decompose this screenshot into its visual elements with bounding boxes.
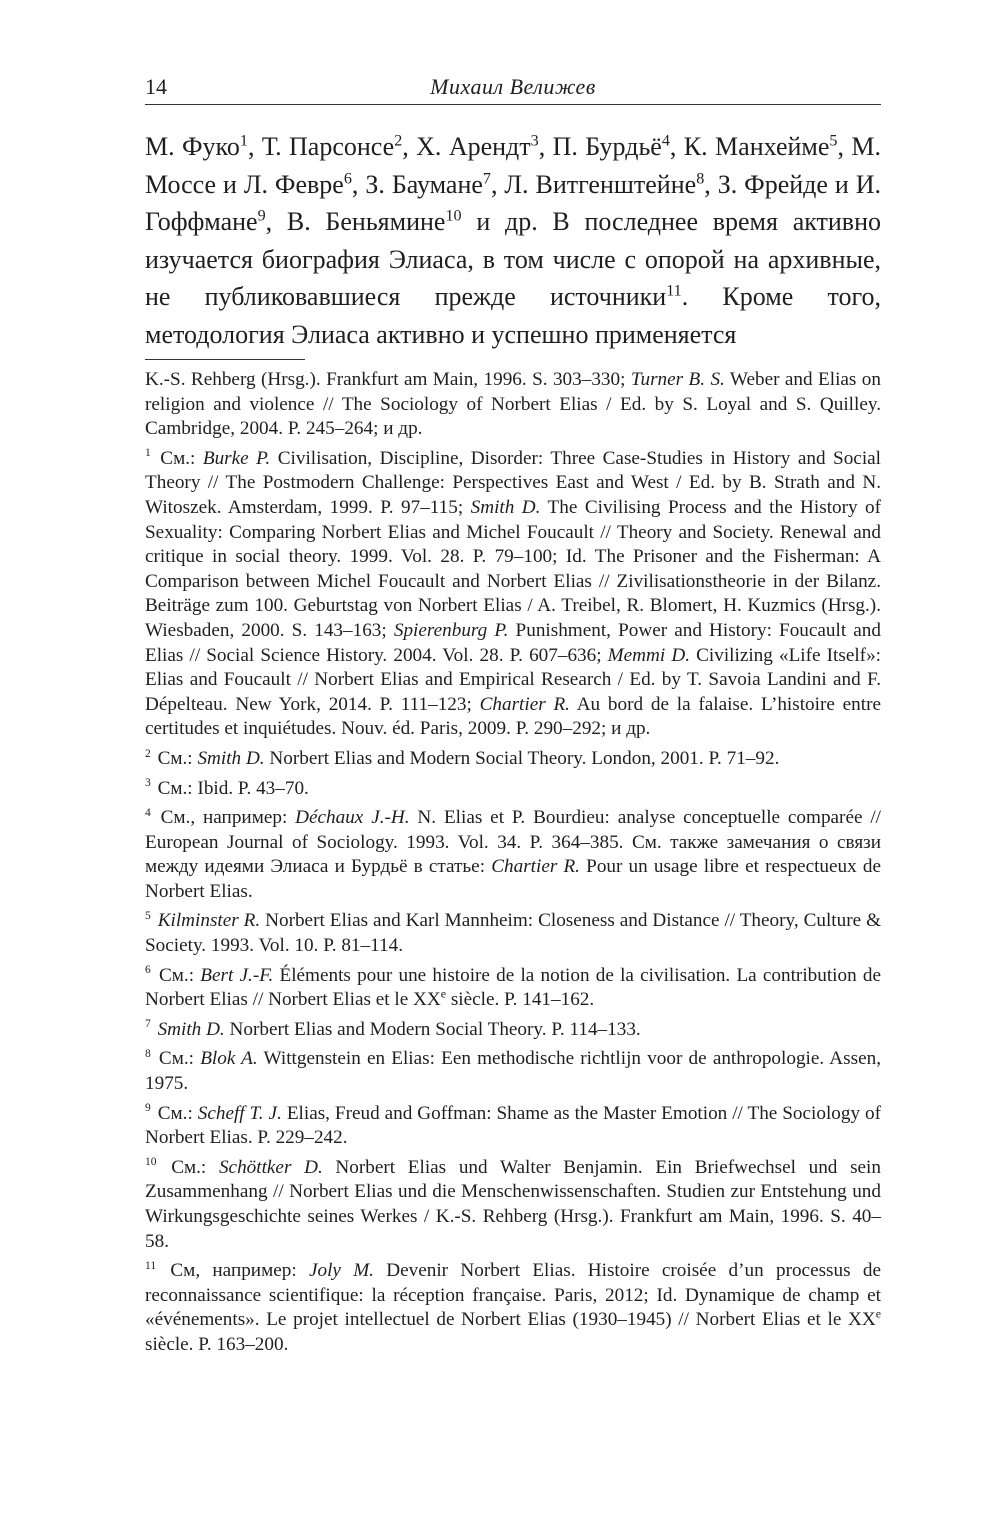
footnote-5: $^5$ Kilminster R. Norbert Elias and Karl Mannheim: Closeness and Distance // Theory, Culture & Society. 1993. Vol. 10. P. 81–114. <box>145 910 881 957</box>
footnote-number: 4 <box>145 806 151 819</box>
footnote-ref: 11 <box>666 282 682 300</box>
body-text-segment: , З. Фрейде и И. Гоффмане <box>145 169 882 236</box>
author-name: Turner B. S. <box>630 369 725 390</box>
body-text-segment: , К. Манхейме <box>669 132 830 161</box>
body-paragraph <box>145 128 881 353</box>
footnote-number: 9 <box>145 1102 151 1115</box>
footnote-2: $^2$ См.: Smith D. Norbert Elias and Modern Social Theory. London, 2001. P. 71–92. <box>145 747 780 769</box>
author-name: Smith D. <box>470 496 541 518</box>
author-name: Joly M. <box>308 1260 374 1282</box>
author-name: Smith D. <box>197 747 265 769</box>
footnote-number: 7 <box>145 1018 151 1031</box>
body-text-segment: . Кроме того, методология Элиаса активно и успешно применяется <box>145 282 881 349</box>
century-superscript: e <box>875 1306 881 1321</box>
footnote-9: $^9$ См.: Scheff T. J. Elias, Freud and Goffman: Shame as the Master Emotion // The Sociology of Norbert Elias. P. 229–242. <box>145 1102 881 1149</box>
body-text-segment: , Л. Витгенштейне <box>490 169 697 199</box>
running-head: Михаил Велижев <box>430 74 596 99</box>
footnote-11: $^{11}$ См, например: Joly M. Devenir Norbert Elias. Histoire croisée d’un processus de reconnaissance scientifique: la réception française. Paris, 2012; Id. Dynamique de champ et «événements». Le projet intellectuel de Norbert Elias (1930–1945) // Norbert Elias et le XXe siècle. P. 163–200. <box>145 1259 881 1355</box>
footnote-number: 1 <box>145 447 151 460</box>
footnote-10: $^{10}$ См.: Schöttker D. Norbert Elias und Walter Benjamin. Ein Briefwechsel und sein Zusammenhang // Norbert Elias und die Menschenwissenschaften. Studien zur Entstehung und Wirkungsgeschichte seines Werkes / K.-S. Rehberg (Hrsg.). Frankfurt am Main, 1996. S. 40–58. <box>145 1156 881 1252</box>
body-text-segment: , Х. Арендт <box>402 132 531 161</box>
footnote-ref: 4 <box>661 132 670 150</box>
author-name: Spierenburg P. <box>393 619 509 641</box>
footnote-ref: 6 <box>343 169 352 187</box>
author-name: Burke P. <box>202 447 271 469</box>
footnote-number: 8 <box>145 1048 151 1061</box>
body-text-segment: , В. Беньямине <box>265 207 446 236</box>
footnote-number: 6 <box>145 964 151 977</box>
body-text-segment: , З. Баумане <box>351 169 483 199</box>
body-text-segment: М. Фуко <box>145 132 240 161</box>
page-number: 14 <box>145 74 167 99</box>
author-name: Déchaux J.-H. <box>295 807 410 829</box>
author-name: Kilminster R. <box>157 910 261 932</box>
footnote-3: $^3$ См.: Ibid. P. 43–70. <box>145 777 309 799</box>
footnote-ref: 1 <box>239 132 248 150</box>
author-name: Chartier R. <box>491 856 580 878</box>
footnote-ref: 2 <box>394 132 403 150</box>
main-text <box>145 128 881 353</box>
footnote-number: 10 <box>145 1156 157 1169</box>
footnote-number: 2 <box>145 747 151 760</box>
author-name: Bert J.-F. <box>200 964 274 986</box>
footnote-ref: 10 <box>445 207 462 225</box>
footnote-7: $^7$ Smith D. Norbert Elias and Modern Social Theory. P. 114–133. <box>145 1018 641 1040</box>
footnote-ref: 8 <box>696 169 705 187</box>
footnote-number: 3 <box>145 777 151 790</box>
page-header <box>145 70 881 105</box>
footnote-1: $^1$ См.: Burke P. Civilisation, Discipline, Disorder: Three Case-Studies in History and Social Theory // The Postmodern Challenge: Perspectives East and West / Ed. by B. Strath and N. Witoszek. Amsterdam, 1999. P. 97–115; Smith D. The Civilising Process and the History of Sexuality: Comparing Norbert Elias and Michel Foucault // Theory and Society. Renewal and critique in social theory. 1999. Vol. 28. P. 79–100; Id. The Prisoner and the Fisherman: A Comparison between Michel Foucault and Norbert Elias // Zivilisationstheorie in der Bilanz. Beiträge zum 100. Geburtstag von Norbert Elias / A. Treibel, R. Blomert, H. Kuzmics (Hrsg.). Wiesbaden, 2000. S. 143–163; Spierenburg P. Punishment, Power and History: Foucault and Elias // Social Science History. 2004. Vol. 28. P. 607–636; Memmi D. Civilizing «Life Itself»: Elias and Foucault // Norbert Elias and Empirical Research / Ed. by T. Savoia Landini and F. Dépelteau. New York, 2014. P. 111–123; Chartier R. Au bord de la falaise. L’histoire entre certitudes et inquiétudes. Nouv. éd. Paris, 2009. P. 290–292; и др. <box>145 447 882 740</box>
author-name: Blok A. <box>200 1048 258 1070</box>
body-text-segment: , П. Бурдьё <box>538 132 662 161</box>
author-name: Schöttker D. <box>218 1156 323 1178</box>
author-name: Chartier R. <box>479 693 570 715</box>
footnote-number: 5 <box>145 910 151 923</box>
footnote-continuation: K.-S. Rehberg (Hrsg.). Frankfurt am Main, 1996. S. 303–330; Turner B. S. Weber and Elias on religion and violence // The Sociology of Norbert Elias / Ed. by S. Loyal and S. Quilley. Cambridge, 2004. P. 245–264; и др. <box>145 369 881 440</box>
author-name: Smith D. <box>157 1018 225 1040</box>
footnote-ref: 3 <box>530 132 539 150</box>
footnote-number: 11 <box>145 1259 157 1272</box>
body-text-segment: , М. Моссе и Л. Февре <box>145 132 881 199</box>
footnote-ref: 9 <box>257 207 266 225</box>
footnote-8: $^8$ См.: Blok A. Wittgenstein en Elias: Een methodische richtlijn voor de anthropologie. Assen, 1975. <box>145 1048 881 1095</box>
footnote-separator <box>145 359 305 360</box>
footnote-ref: 7 <box>482 169 491 187</box>
footnotes <box>145 368 881 1363</box>
footnote-6: $^6$ См.: Bert J.-F. Éléments pour une histoire de la notion de la civilisation. La contribution de Norbert Elias // Norbert Elias et le XXe siècle. P. 141–162. <box>145 964 882 1011</box>
footnote-4: $^4$ См., например: Déchaux J.-H. N. Elias et P. Bourdieu: analyse conceptuelle comparée // European Journal of Sociology. 1993. Vol. 34. P. 364–385. См. также замечания о связи между идеями Элиаса и Бурдьё в статье: Chartier R. Pour un usage libre et respectueux de Norbert Elias. <box>145 806 881 902</box>
author-name: Scheff T. J. <box>197 1102 282 1124</box>
body-text-segment: и др. В последнее время активно изучается биография Элиаса, в том числе с опорой на архивные, не публиковавшиеся прежде источники <box>145 207 881 311</box>
body-text-segment: , Т. Парсонсе <box>247 132 395 161</box>
footnote-ref: 5 <box>829 132 838 150</box>
author-name: Memmi D. <box>607 644 690 666</box>
century-superscript: e <box>440 986 447 1001</box>
